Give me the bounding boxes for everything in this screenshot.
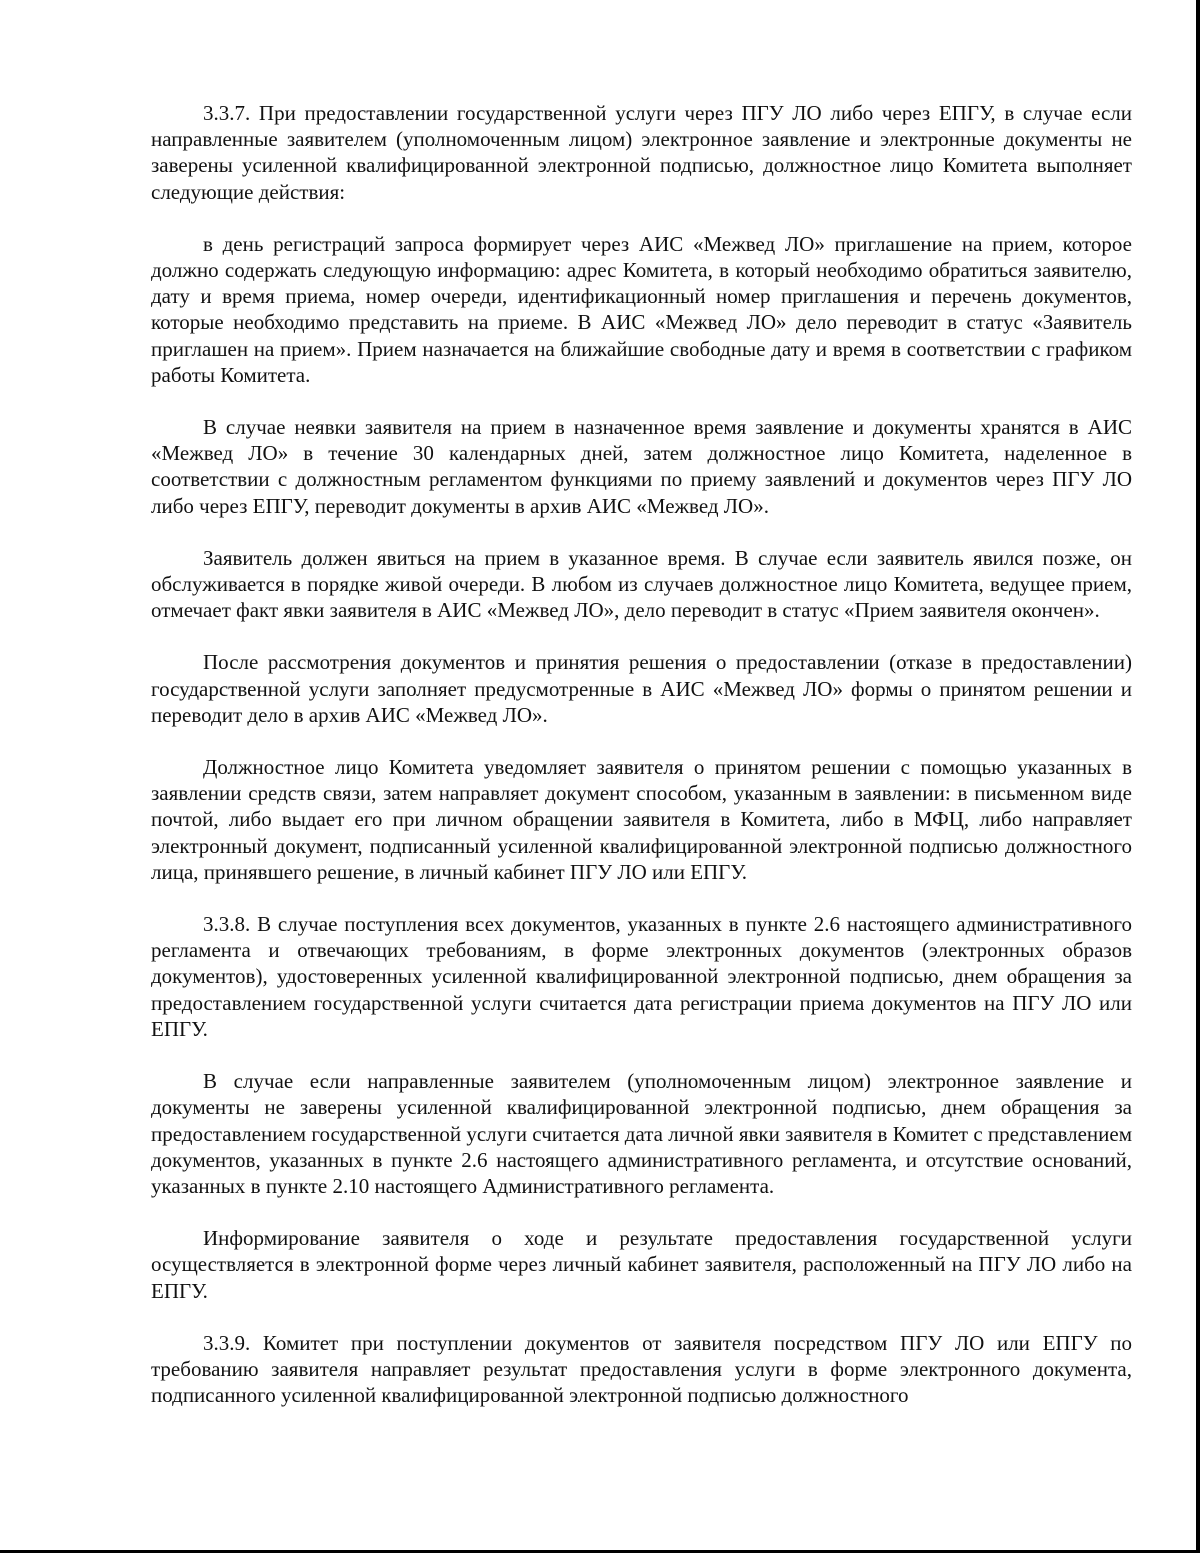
paragraph-notification: Должностное лицо Комитета уведомляет заявителя о принятом решении с помощью указанных в заявлении средств связи, затем направляет документ способом, указанным в заявлении: в письменном виде почтой, либо выдает его при личном обращении заявителя в Комитета, либо в МФЦ, либо направляет электронный документ, подписанный усиленной квалифицированной электронной подписью должностного лица, принявшего решение, в личный кабинет ПГУ ЛО или ЕПГУ. [151,755,1132,884]
document-page [151,100,1132,1408]
paragraph-3-3-9: 3.3.9. Комитет при поступлении документов от заявителя посредством ПГУ ЛО или ЕПГУ по требованию заявителя направляет результат предоставления услуги в форме электронного документа, подписанного усиленной квалифицированной электронной подписью должностного [151,1330,1132,1408]
paragraph-3-3-7: 3.3.7. При предоставлении государственной услуги через ПГУ ЛО либо через ЕПГУ, в случае если направленные заявителем (уполномоченным лицом) электронное заявление и электронные документы не заверены усиленной квалифицированной электронной подписью, должностное лицо Комитета выполняет следующие действия: [151,101,1132,204]
paragraph-no-show: В случае неявки заявителя на прием в назначенное время заявление и документы хранятся в АИС «Межвед ЛО» в течение 30 календарных дней, затем должностное лицо Комитета, наделенное в соответствии с должностным регламентом функциями по приему заявлений и документов через ПГУ ЛО либо через ЕПГУ, переводит документы в архив АИС «Межвед ЛО». [151,415,1132,518]
scan-edge-right [1196,0,1200,1553]
paragraph-unsigned-documents: В случае если направленные заявителем (уполномоченным лицом) электронное заявление и документы не заверены усиленной квалифицированной электронной подписью, днем обращения за предоставлением государственной услуги считается дата личной явки заявителя в Комитет с представлением документов, указанных в пункте 2.6 настоящего административного регламента, и отсутствие оснований, указанных в пункте 2.10 настоящего Административного регламента. [151,1069,1132,1198]
paragraph-informing: Информирование заявителя о ходе и результате предоставления государственной услуги осуществляется в электронной форме через личный кабинет заявителя, расположенный на ПГУ ЛО либо на ЕПГУ. [151,1226,1132,1303]
paragraph-3-3-8: 3.3.8. В случае поступления всех документов, указанных в пункте 2.6 настоящего административного регламента и отвечающих требованиям, в форме электронных документов (электронных образов документов), удостоверенных усиленной квалифицированной электронной подписью, днем обращения за предоставлением государственной услуги считается дата регистрации приема документов на ПГУ ЛО или ЕПГУ. [151,912,1132,1041]
paragraph-decision: После рассмотрения документов и принятия решения о предоставлении (отказе в предоставлении) государственной услуги заполняет предусмотренные в АИС «Межвед ЛО» формы о принятом решении и переводит дело в архив АИС «Межвед ЛО». [151,650,1132,727]
paragraph-invitation: в день регистраций запроса формирует через АИС «Межвед ЛО» приглашение на прием, которое должно содержать следующую информацию: адрес Комитета, в который необходимо обратиться заявителю, дату и время приема, номер очереди, идентификационный номер приглашения и перечень документов, которые необходимо представить на приеме. В АИС «Межвед ЛО» дело переводит в статус «Заявитель приглашен на прием». Прием назначается на ближайшие свободные дату и время в соответствии с графиком работы Комитета. [151,231,1132,387]
paragraph-appointment: Заявитель должен явиться на прием в указанное время. В случае если заявитель явился позже, он обслуживается в порядке живой очереди. В любом из случаев должностное лицо Комитета, ведущее прием, отмечает факт явки заявителя в АИС «Межвед ЛО», дело переводит в статус «Прием заявителя окончен». [151,545,1132,623]
